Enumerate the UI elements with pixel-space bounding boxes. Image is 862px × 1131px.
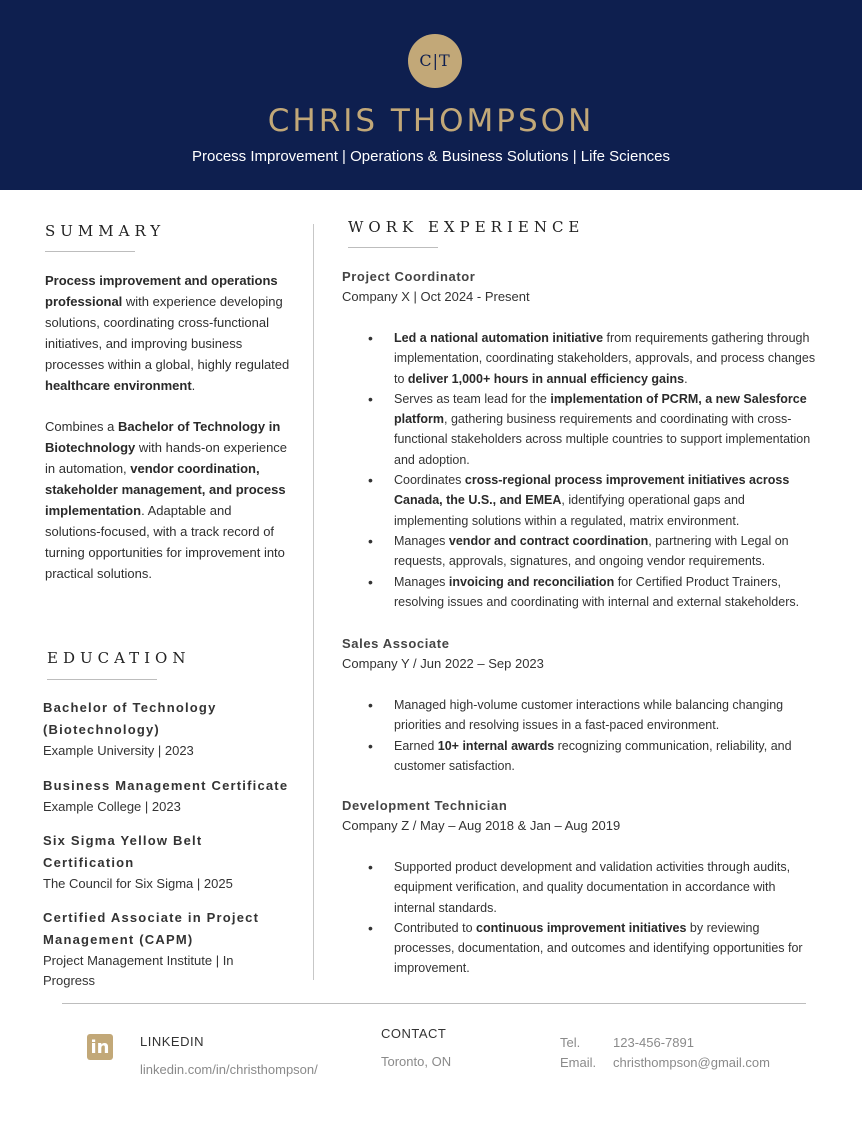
job-bullets: [394, 695, 819, 776]
job-bullets: [394, 857, 819, 979]
contact-label: CONTACT: [381, 1026, 447, 1041]
summary-paragraph-2: [45, 416, 290, 584]
education-subtitle: The Council for Six Sigma | 2025: [43, 876, 233, 891]
linkedin-link[interactable]: linkedin.com/in/christhompson/: [140, 1062, 318, 1077]
education-subtitle: Example University | 2023: [43, 743, 194, 758]
body-text: .: [191, 378, 196, 393]
education-heading-rule: [47, 679, 157, 680]
body-text: Contributed to: [394, 920, 476, 935]
education-item: [43, 775, 305, 817]
job-bullet: [394, 918, 819, 979]
body-text: Manages: [394, 574, 449, 589]
linkedin-icon[interactable]: in: [87, 1034, 113, 1060]
job-title: Development Technician: [342, 798, 508, 813]
job-entry: [342, 267, 822, 609]
emphasis-text: 10+ internal awards: [437, 738, 555, 753]
emphasis-text: deliver 1,000+ hours in annual efficiency gains: [407, 371, 685, 386]
job-meta: Company Y / Jun 2022 – Sep 2023: [342, 656, 544, 671]
body-text: Managed high-volume customer interactions while balancing changing priorities and resolving issues in a fast-paced environment.: [394, 698, 784, 733]
phone-number[interactable]: 123-456-7891: [613, 1035, 694, 1050]
body-text: , identifying operational gaps and implementing solutions within a regulated, matrix environment.: [394, 493, 745, 528]
job-title: Sales Associate: [342, 636, 450, 651]
job-bullet: [394, 736, 819, 777]
education-subtitle: Example College | 2023: [43, 799, 181, 814]
body-text: Supported product development and validation activities through audits, equipment verification, and quality documentation in accordance with internal standards.: [394, 860, 791, 915]
emphasis-text: healthcare environment: [45, 378, 192, 393]
body-text: Serves as team lead for the: [394, 391, 551, 406]
body-text: Coordinates: [394, 473, 465, 488]
job-bullet: [394, 572, 819, 613]
summary-heading-rule: [45, 251, 135, 252]
body-text: recognizing communication, reliability, and customer satisfaction.: [394, 738, 792, 773]
body-text: . Adaptable and solutions-focused, with a track record of turning opportunities for improvement into practical solutions.: [45, 503, 285, 581]
body-text: with experience developing solutions, coordinating cross-functional initiatives, and improving business processes within a global, highly regulated: [45, 294, 290, 372]
work-experience-heading-rule: [348, 247, 438, 248]
job-title: Project Coordinator: [342, 269, 476, 284]
job-bullet: [394, 470, 819, 531]
candidate-name: CHRIS THOMPSON: [267, 103, 595, 139]
emphasis-text: Bachelor of Technology in Biotechnology: [45, 419, 281, 455]
job-bullet: [394, 531, 819, 572]
body-text: Earned: [394, 738, 438, 753]
summary-paragraph-1: [45, 270, 290, 396]
tel-label: Tel.: [560, 1035, 581, 1050]
emphasis-text: vendor and contract coordination: [448, 533, 649, 548]
body-text: from requirements gathering through implementation, coordinating stakeholders, approvals, and process changes to: [394, 331, 816, 386]
job-meta: Company Z / May – Aug 2018 & Jan – Aug 2019: [342, 818, 621, 833]
column-divider: [313, 224, 314, 980]
education-title: Bachelor of Technology (Biotechnology): [43, 700, 217, 737]
location-text: Toronto, ON: [381, 1054, 452, 1069]
job-bullets: [394, 328, 819, 612]
body-text: for Certified Product Trainers, resolving issues and coordinating with internal and external stakeholders.: [394, 574, 800, 609]
education-title: Six Sigma Yellow Belt Certification: [43, 833, 203, 870]
job-bullet: [394, 695, 819, 736]
education-title: Business Management Certificate: [43, 778, 289, 793]
summary-text: [45, 270, 290, 604]
education-item: [43, 830, 243, 894]
emphasis-text: continuous improvement initiatives: [476, 920, 687, 935]
body-text: Manages: [394, 533, 449, 548]
body-text: , partnering with Legal on requests, approvals, signatures, and ongoing vendor requirements.: [394, 533, 789, 569]
education-subtitle: Project Management Institute | In Progress: [43, 953, 234, 988]
monogram-badge: C|T: [408, 34, 462, 88]
job-entry: [342, 796, 822, 976]
job-meta: Company X | Oct 2024 - Present: [342, 289, 530, 304]
job-bullet: [394, 389, 819, 470]
tagline: Process Improvement | Operations & Business Solutions | Life Sciences: [191, 148, 670, 165]
summary-heading: SUMMARY: [45, 222, 166, 240]
job-bullet: [394, 857, 819, 918]
emphasis-text: implementation of PCRM, a new Salesforce platform: [394, 391, 807, 427]
footer-divider: [62, 1003, 806, 1004]
header-banner: [0, 0, 862, 190]
body-text: with hands-on experience in automation,: [45, 440, 288, 476]
job-bullet: [394, 328, 819, 389]
emphasis-text: cross-regional process improvement initiatives across Canada, the U.S., and EMEA: [394, 473, 790, 508]
emphasis-text: invoicing and reconciliation: [448, 574, 615, 589]
email-link[interactable]: christhompson@gmail.com: [613, 1055, 770, 1070]
email-label: Email.: [560, 1055, 597, 1070]
body-text: Combines a: [45, 419, 118, 434]
emphasis-text: vendor coordination, stakeholder management, and process implementation: [45, 461, 286, 518]
body-text: .: [684, 371, 688, 386]
emphasis-text: Led a national automation initiative: [394, 331, 604, 345]
education-heading: EDUCATION: [47, 649, 191, 667]
work-experience-heading: WORK EXPERIENCE: [348, 218, 585, 236]
linkedin-label: LINKEDIN: [140, 1034, 204, 1049]
education-item: [43, 697, 305, 761]
emphasis-text: Process improvement and operations professional: [45, 273, 278, 309]
body-text: by reviewing processes, documentation, and outcomes and identifying opportunities for improvement.: [394, 920, 803, 976]
education-item: [43, 907, 288, 991]
body-text: , gathering business requirements and coordinating with cross-functional stakeholders across multiple countries to support implementation and adoption.: [394, 412, 811, 467]
job-entry: [342, 634, 822, 773]
education-title: Certified Associate in Project Management (CAPM): [43, 910, 260, 947]
